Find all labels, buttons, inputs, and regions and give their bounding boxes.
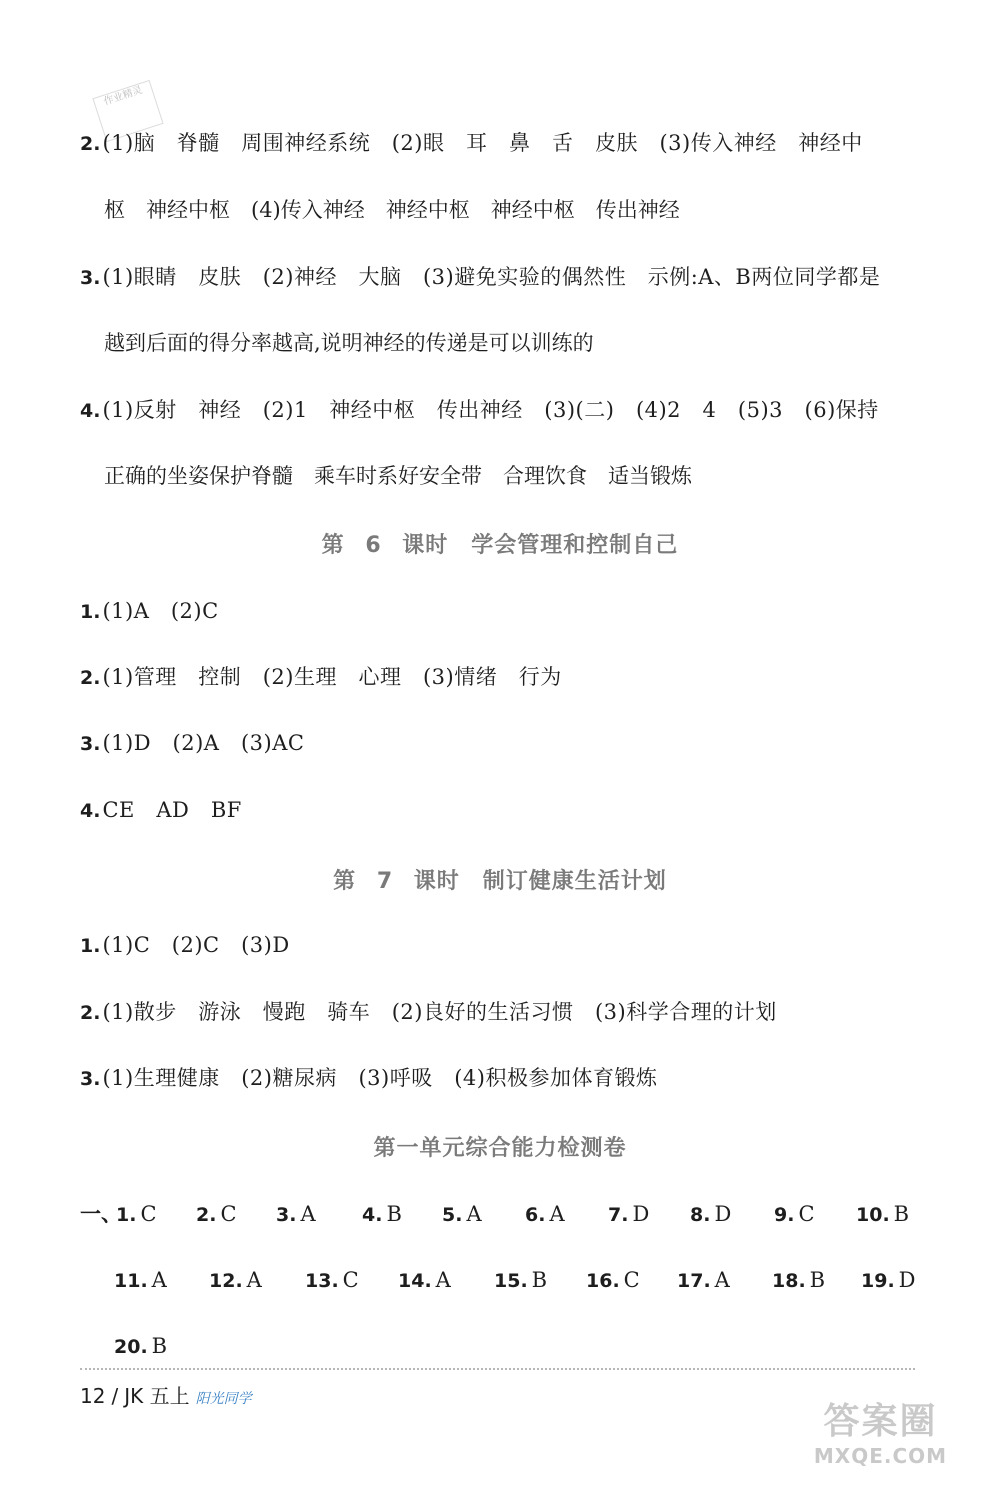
mc-answer: 2. C xyxy=(196,1202,237,1226)
question-number: 2. xyxy=(80,1002,101,1024)
answer-text: (1)A (2)C xyxy=(102,599,219,623)
corner-stamp: 作业精灵 xyxy=(92,80,163,142)
answer-text: (1)眼睛 皮肤 (2)神经 大脑 (3)避免实验的偶然性 示例:A、B两位同学都是 xyxy=(102,265,881,289)
lesson6-answer-1 xyxy=(80,596,219,627)
answer-q3 xyxy=(80,262,880,293)
answer-q3-continued: 越到后面的得分率越高,说明神经的传递是可以训练的 xyxy=(104,331,594,355)
mc-answer: 20. B xyxy=(114,1334,168,1358)
section-prefix: 一、 xyxy=(80,1202,122,1226)
question-number: 3. xyxy=(80,1068,101,1090)
mc-answer: 18. B xyxy=(772,1268,826,1292)
mc-answer: 6. A xyxy=(525,1202,565,1226)
mc-row-3 xyxy=(80,1331,280,1361)
answer-text: (1)散步 游泳 慢跑 骑车 (2)良好的生活习惯 (3)科学合理的计划 xyxy=(102,1000,777,1024)
mc-answer: 13. C xyxy=(305,1268,359,1292)
question-number: 2. xyxy=(80,667,101,689)
question-number: 1. xyxy=(80,935,101,957)
lesson6-answer-3 xyxy=(80,728,304,759)
question-number: 2. xyxy=(80,133,101,155)
grade-label: 五上 xyxy=(149,1384,190,1408)
mc-answer: 14. A xyxy=(398,1268,451,1292)
mc-row-2 xyxy=(80,1265,920,1295)
mc-answer: 12. A xyxy=(209,1268,262,1292)
mc-answer: 8. D xyxy=(690,1202,732,1226)
question-number: 3. xyxy=(80,733,101,755)
answer-text: CE AD BF xyxy=(102,798,242,822)
site-watermark: 答案圈 MXQE.COM xyxy=(813,1401,948,1468)
lesson6-title: 第 6 课时 学会管理和控制自己 xyxy=(321,533,679,558)
answer-q4 xyxy=(80,395,879,426)
lesson6-answer-4 xyxy=(80,795,242,826)
mc-answer: 16. C xyxy=(586,1268,640,1292)
mc-answer: 15. B xyxy=(494,1268,548,1292)
mc-answer: 10. B xyxy=(856,1202,910,1226)
footer-separator: / xyxy=(111,1384,119,1408)
page-footer xyxy=(80,1380,252,1409)
lesson7-answer-1 xyxy=(80,930,290,961)
mc-answer: 9. C xyxy=(774,1202,815,1226)
mc-answer: 1. C xyxy=(116,1202,157,1226)
lesson6-answer-2 xyxy=(80,662,562,693)
mc-answer: 5. A xyxy=(442,1202,482,1226)
question-number: 3. xyxy=(80,267,101,289)
mc-answer: 17. A xyxy=(677,1268,730,1292)
answer-text: (1)D (2)A (3)AC xyxy=(102,731,305,755)
mc-answer: 11. A xyxy=(114,1268,167,1292)
mc-answer: 19. D xyxy=(861,1268,916,1292)
answer-text: (1)管理 控制 (2)生理 心理 (3)情绪 行为 xyxy=(102,665,562,689)
mc-answer: 4. B xyxy=(362,1202,402,1226)
answer-q2-continued: 枢 神经中枢 (4)传入神经 神经中枢 神经中枢 传出神经 xyxy=(104,198,680,222)
mc-answer: 7. D xyxy=(608,1202,650,1226)
mc-row-1 xyxy=(80,1199,920,1229)
answer-q2 xyxy=(80,128,863,159)
answer-q4-continued: 正确的坐姿保护脊髓 乘车时系好安全带 合理饮食 适当锻炼 xyxy=(104,464,692,488)
edition-code: JK xyxy=(124,1384,144,1408)
answer-text: (1)C (2)C (3)D xyxy=(102,933,290,957)
answer-text: (1)反射 神经 (2)1 神经中枢 传出神经 (3)(二) (4)2 4 (5)3 (6)保持 xyxy=(102,398,879,422)
unit-test-title: 第一单元综合能力检测卷 xyxy=(373,1136,627,1161)
page-number: 12 xyxy=(80,1384,106,1408)
brand-logo: 阳光同学 xyxy=(195,1391,252,1407)
footer-divider xyxy=(80,1368,915,1370)
question-number: 1. xyxy=(80,601,101,623)
mc-answer: 3. A xyxy=(276,1202,316,1226)
answer-text: (1)生理健康 (2)糖尿病 (3)呼吸 (4)积极参加体育锻炼 xyxy=(102,1066,658,1090)
lesson7-answer-2 xyxy=(80,997,777,1028)
question-number: 4. xyxy=(80,800,101,822)
lesson7-answer-3 xyxy=(80,1063,657,1094)
lesson7-title: 第 7 课时 制订健康生活计划 xyxy=(333,869,667,894)
question-number: 4. xyxy=(80,400,101,422)
answer-text: (1)脑 脊髓 周围神经系统 (2)眼 耳 鼻 舌 皮肤 (3)传入神经 神经中 xyxy=(102,131,863,155)
